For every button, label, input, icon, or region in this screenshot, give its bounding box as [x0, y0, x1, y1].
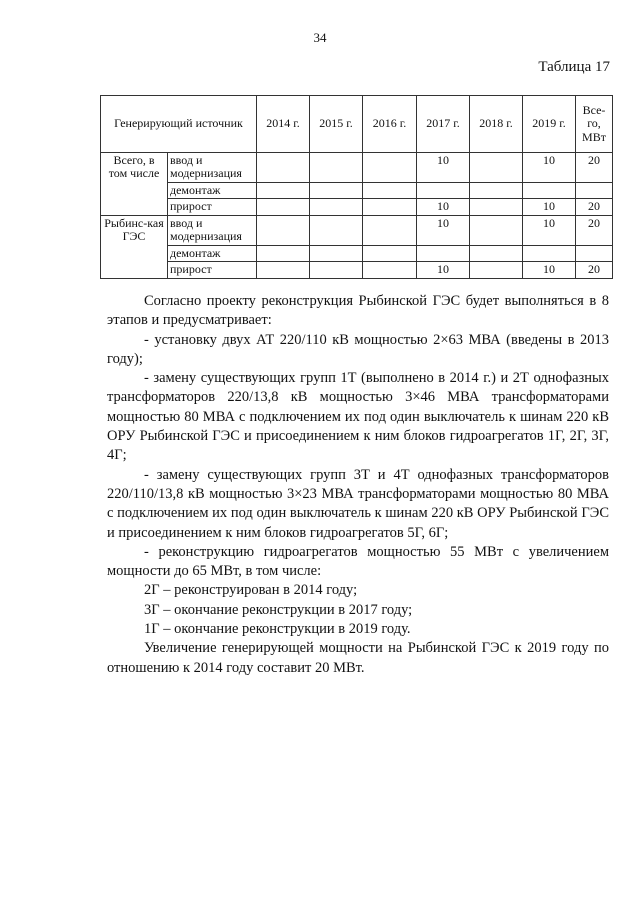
- paragraph: Увеличение генерирующей мощности на Рыбинской ГЭС к 2019 году по отношению к 2014 году составит 20 МВт.: [107, 640, 609, 676]
- table-cell: [363, 245, 417, 261]
- header-2017: 2017 г.: [417, 96, 470, 153]
- row-label: ввод и модернизация: [168, 153, 257, 183]
- table-cell: [310, 215, 363, 245]
- table-cell: 10: [523, 153, 576, 183]
- table-cell: 10: [417, 262, 470, 278]
- table-cell: [310, 153, 363, 183]
- table-cell: [470, 182, 523, 198]
- list-item: 1Г – окончание реконструкции в 2019 году.: [144, 621, 411, 638]
- table-cell: [417, 182, 470, 198]
- table-cell: [363, 199, 417, 215]
- row-label: прирост: [168, 262, 257, 278]
- header-source: Генерирующий источник: [101, 96, 257, 153]
- table-cell: [523, 245, 576, 261]
- header-2018: 2018 г.: [470, 96, 523, 153]
- list-item: 2Г – реконструирован в 2014 году;: [144, 582, 358, 599]
- table-caption: Таблица 17: [538, 59, 610, 75]
- list-item: - замену существующих групп 3Т и 4Т однофазных трансформаторов 220/110/13,8 кВ мощностью 3×23 МВА трансформаторами мощностью 80 МВА с подключением их под один выключатель к шинам 220 кВ ОРУ Рыбинской ГЭС и присоединением к ним блоков гидроагрегатов 5Г, 6Г;: [107, 466, 609, 541]
- body-text: [107, 292, 609, 678]
- table-cell: 10: [417, 199, 470, 215]
- table-row: [101, 182, 613, 198]
- table-row: [101, 215, 613, 245]
- table-cell: [257, 199, 310, 215]
- table-cell: [470, 199, 523, 215]
- header-2019: 2019 г.: [523, 96, 576, 153]
- group-name: Всего, в том числе: [101, 153, 168, 216]
- list-item: 3Г – окончание реконструкции в 2017 году;: [144, 601, 413, 618]
- table-cell: [363, 262, 417, 278]
- table-row: [101, 199, 613, 215]
- table-header-row: [101, 96, 613, 153]
- group-name: Рыбинс-кая ГЭС: [101, 215, 168, 278]
- table-cell: [363, 153, 417, 183]
- table-cell: 20: [576, 153, 613, 183]
- table-cell: [470, 262, 523, 278]
- table-cell: [257, 182, 310, 198]
- table-cell: 10: [523, 215, 576, 245]
- table-cell: 10: [523, 262, 576, 278]
- header-2015: 2015 г.: [310, 96, 363, 153]
- table-cell: [310, 262, 363, 278]
- list-item: - замену существующих групп 1Т (выполнено в 2014 г.) и 2Т однофазных трансформаторов 220/13,8 кВ мощностью 3×46 МВА трансформаторами мощностью 80 МВА с подключением их под один выключатель к шинам 220 кВ ОРУ Рыбинской ГЭС и присоединением к ним блоков гидроагрегатов 1Г, 2Г, 3Г, 4Г;: [107, 370, 609, 464]
- row-label: прирост: [168, 199, 257, 215]
- table-cell: [363, 215, 417, 245]
- table-cell: [576, 245, 613, 261]
- list-item: - установку двух АТ 220/110 кВ мощностью 2×63 МВА (введены в 2013 году);: [107, 331, 609, 367]
- header-total: Все-го, МВт: [576, 96, 613, 153]
- page-number: 34: [313, 30, 327, 45]
- row-label: ввод и модернизация: [168, 215, 257, 245]
- table-cell: [257, 262, 310, 278]
- table-cell: [363, 182, 417, 198]
- table-cell: [470, 153, 523, 183]
- table-cell: [310, 182, 363, 198]
- header-2016: 2016 г.: [363, 96, 417, 153]
- row-label: демонтаж: [168, 245, 257, 261]
- table-cell: [257, 245, 310, 261]
- table-row: [101, 153, 613, 183]
- table-cell: 10: [417, 215, 470, 245]
- table-cell: [470, 215, 523, 245]
- generation-table: [100, 95, 613, 279]
- table-cell: [576, 182, 613, 198]
- table-cell: 20: [576, 262, 613, 278]
- table-cell: [417, 245, 470, 261]
- list-item: - реконструкцию гидроагрегатов мощностью 55 МВт с увеличением мощности до 65 МВт, в том числе:: [107, 543, 609, 580]
- table-row: [101, 262, 613, 278]
- header-2014: 2014 г.: [257, 96, 310, 153]
- table-cell: [310, 245, 363, 261]
- row-label: демонтаж: [168, 182, 257, 198]
- table-cell: 20: [576, 215, 613, 245]
- table-cell: 20: [576, 199, 613, 215]
- table-cell: 10: [523, 199, 576, 215]
- table-cell: [257, 153, 310, 183]
- table-cell: [310, 199, 363, 215]
- paragraph: Согласно проекту реконструкция Рыбинской ГЭС будет выполняться в 8 этапов и предусматривает:: [107, 293, 609, 329]
- table-cell: [257, 215, 310, 245]
- table-cell: [523, 182, 576, 198]
- table-cell: 10: [417, 153, 470, 183]
- table-cell: [470, 245, 523, 261]
- table-row: [101, 245, 613, 261]
